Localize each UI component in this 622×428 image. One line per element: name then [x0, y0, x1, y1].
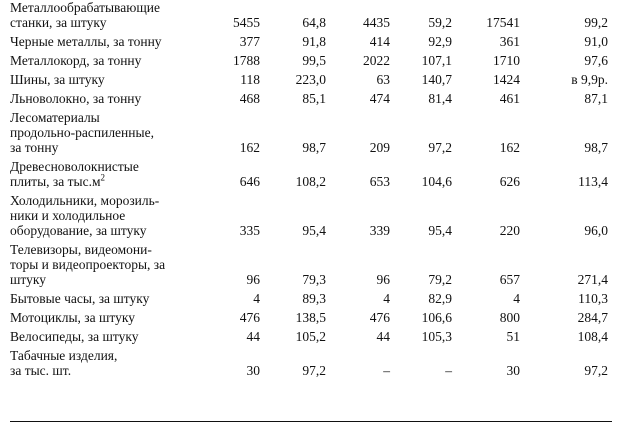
cell-value: в 9,9р.	[571, 72, 608, 87]
row-label: Велосипеды, за штуку	[10, 329, 139, 344]
row-label: Бытовые часы, за штуку	[10, 291, 150, 306]
cell-value: 108,2	[295, 174, 326, 189]
row-label: Лесоматериалы продольно-распиленные, за тонну	[10, 110, 154, 155]
cell-value: –	[383, 363, 390, 378]
row-label: Холодильники, морозиль- ники и холодильное оборудование, за штуку	[10, 193, 160, 238]
cell-value: 51	[506, 329, 520, 344]
cell-value: 377	[239, 34, 260, 49]
cell-value: 44	[376, 329, 390, 344]
cell-value: 106,6	[421, 310, 452, 325]
table-row	[10, 0, 612, 32]
cell-value: 4435	[363, 15, 390, 30]
cell-value: 4	[253, 291, 260, 306]
cell-value: 4	[513, 291, 520, 306]
table-bottom-rule	[10, 421, 612, 422]
cell-value: 96	[376, 272, 390, 287]
superscript: 2	[100, 172, 105, 183]
cell-value: 99,5	[302, 53, 326, 68]
cell-value: 105,2	[295, 329, 326, 344]
cell-value: 82,9	[428, 291, 452, 306]
cell-value: 335	[239, 223, 260, 238]
cell-value: 79,3	[302, 272, 326, 287]
row-label: Металлообрабатывающие станки, за штуку	[10, 0, 160, 30]
cell-value: 105,3	[421, 329, 452, 344]
cell-value: 97,2	[584, 363, 608, 378]
cell-value: 800	[499, 310, 520, 325]
cell-value: 97,6	[584, 53, 608, 68]
cell-value: 474	[369, 91, 390, 106]
cell-value: 98,7	[302, 140, 326, 155]
cell-value: 108,4	[577, 329, 608, 344]
cell-value: 64,8	[302, 15, 326, 30]
cell-value: 107,1	[421, 53, 452, 68]
cell-value: 339	[369, 223, 390, 238]
cell-value: 30	[506, 363, 520, 378]
cell-value: 81,4	[428, 91, 452, 106]
row-label	[10, 157, 200, 191]
table-row	[10, 240, 612, 289]
cell-value: 1788	[233, 53, 260, 68]
row-label: Черные металлы, за тонну	[10, 34, 162, 49]
table-row	[10, 89, 612, 108]
cell-value: 97,2	[302, 363, 326, 378]
cell-value: 162	[239, 140, 260, 155]
cell-value: 96	[246, 272, 260, 287]
cell-value: 220	[499, 223, 520, 238]
table-row	[10, 157, 612, 191]
cell-value: 79,2	[428, 272, 452, 287]
table-row	[10, 191, 612, 240]
row-label: Шины, за штуку	[10, 72, 105, 87]
cell-value: 626	[499, 174, 520, 189]
cell-value: 162	[499, 140, 520, 155]
cell-value: 468	[239, 91, 260, 106]
table-row	[10, 32, 612, 51]
cell-value: 59,2	[428, 15, 452, 30]
cell-value: 118	[240, 72, 260, 87]
cell-value: 476	[369, 310, 390, 325]
row-label-text: Древесноволокнистые плиты, за тыс.м	[10, 159, 139, 189]
table-row	[10, 308, 612, 327]
cell-value: 113,4	[578, 174, 608, 189]
cell-value: 85,1	[302, 91, 326, 106]
cell-value: 96,0	[584, 223, 608, 238]
cell-value: –	[445, 363, 452, 378]
cell-value: 110,3	[578, 291, 608, 306]
cell-value: 89,3	[302, 291, 326, 306]
cell-value: 97,2	[428, 140, 452, 155]
cell-value: 646	[239, 174, 260, 189]
cell-value: 1424	[493, 72, 520, 87]
cell-value: 2022	[363, 53, 390, 68]
cell-value: 17541	[486, 15, 520, 30]
cell-value: 104,6	[421, 174, 452, 189]
cell-value: 1710	[493, 53, 520, 68]
cell-value: 461	[499, 91, 520, 106]
cell-value: 91,8	[302, 34, 326, 49]
row-label: Металлокорд, за тонну	[10, 53, 142, 68]
row-label: Телевизоры, видеомони- торы и видеопроекторы, за штуку	[10, 242, 166, 287]
price-statistics-table	[10, 0, 612, 380]
cell-value: 138,5	[295, 310, 326, 325]
table-row	[10, 346, 612, 380]
table-row	[10, 327, 612, 346]
cell-value: 271,4	[577, 272, 608, 287]
cell-value: 476	[239, 310, 260, 325]
cell-value: 284,7	[577, 310, 608, 325]
cell-value: 4	[383, 291, 390, 306]
cell-value: 140,7	[421, 72, 452, 87]
cell-value: 30	[246, 363, 260, 378]
table-row	[10, 51, 612, 70]
table-row	[10, 70, 612, 89]
row-label: Табачные изделия, за тыс. шт.	[10, 348, 118, 378]
cell-value: 87,1	[584, 91, 608, 106]
table-row	[10, 108, 612, 157]
cell-value: 98,7	[584, 140, 608, 155]
cell-value: 5455	[233, 15, 260, 30]
cell-value: 91,0	[584, 34, 608, 49]
cell-value: 95,4	[428, 223, 452, 238]
cell-value: 44	[246, 329, 260, 344]
cell-value: 653	[369, 174, 390, 189]
cell-value: 95,4	[302, 223, 326, 238]
cell-value: 657	[499, 272, 520, 287]
table-body	[10, 0, 612, 380]
cell-value: 361	[499, 34, 520, 49]
cell-value: 99,2	[584, 15, 608, 30]
cell-value: 209	[369, 140, 390, 155]
table-row	[10, 289, 612, 308]
cell-value: 414	[369, 34, 390, 49]
cell-value: 92,9	[428, 34, 452, 49]
row-label: Мотоциклы, за штуку	[10, 310, 135, 325]
row-label: Льноволокно, за тонну	[10, 91, 142, 106]
cell-value: 63	[376, 72, 390, 87]
cell-value: 223,0	[295, 72, 326, 87]
